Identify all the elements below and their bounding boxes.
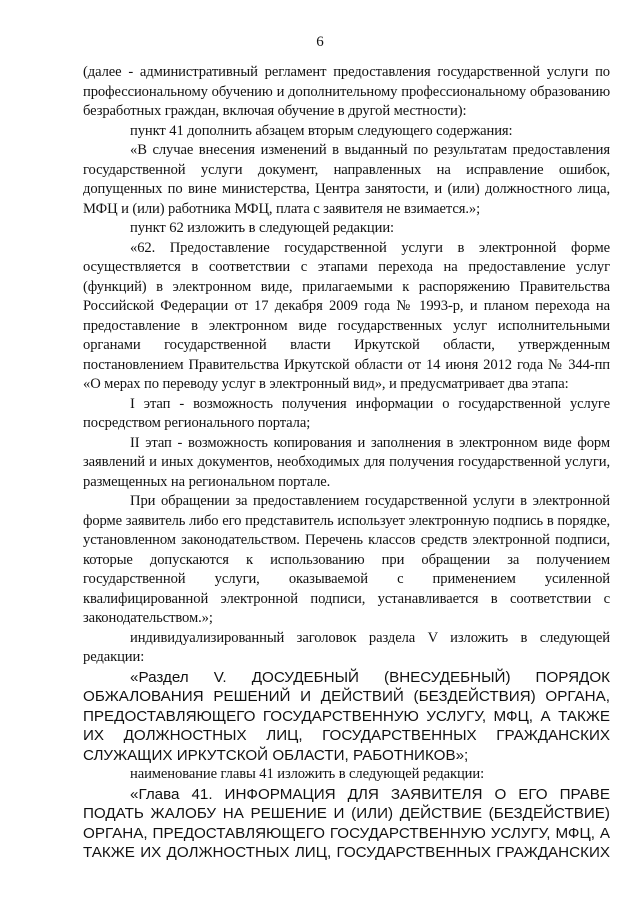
document-body [83, 63, 610, 863]
paragraph-stage-1: I этап - возможность получения информации о государственной услуге посредством регионального портала; [83, 395, 610, 431]
page-number: 6 [316, 34, 324, 50]
paragraph-item-41: пункт 41 дополнить абзацем вторым следующего содержания: [130, 122, 513, 139]
paragraph-electronic-signature: При обращении за предоставлением государственной услуги в электронной форме заявитель либо его представитель использует электронную подпись в порядке, установленном законодательством. Перечень классов средств электронной подписи, которые допускаются к использованию при обращении за получением государственной услуги, оказываемой с применением усиленной квалифицированной электронной подписи, устанавливается в соответствии с законодательством.»; [83, 493, 610, 626]
paragraph-section-v-intro: индивидуализированный заголовок раздела V изложить в следующей редакции: [83, 629, 610, 665]
paragraph-section-v-title: «Раздел V. ДОСУДЕБНЫЙ (ВНЕСУДЕБНЫЙ) ПОРЯДОК ОБЖАЛОВАНИЯ РЕШЕНИЙ И ДЕЙСТВИЙ (БЕЗДЕЙСТВИЯ) ОРГАНА, ПРЕДОСТАВЛЯЮЩЕГО ГОСУДАРСТВЕННУЮ УСЛУГУ, МФЦ, А ТАКЖЕ ИХ ДОЛЖНОСТНЫХ ЛИЦ, ГОСУДАРСТВЕННЫХ ГРАЖДАНСКИХ СЛУЖАЩИХ ИРКУТСКОЙ ОБЛАСТИ, РАБОТНИКОВ»; [83, 668, 610, 764]
paragraph-item-41-text: «В случае внесения изменений в выданный по результатам предоставления государственной услуги документ, направленных на исправление ошибок, допущенных по вине министерства, Центра занятости, и (или) должностного лица, МФЦ и (или) работника МФЦ, плата с заявителя не взимается.»; [83, 142, 610, 217]
paragraph-chapter-41-title: «Глава 41. ИНФОРМАЦИЯ ДЛЯ ЗАЯВИТЕЛЯ О ЕГО ПРАВЕ ПОДАТЬ ЖАЛОБУ НА РЕШЕНИЕ И (ИЛИ) ДЕЙСТВИЕ (БЕЗДЕЙСТВИЕ) ОРГАНА, ПРЕДОСТАВЛЯЮЩЕГО ГОСУДАРСТВЕННУЮ УСЛУГУ, МФЦ, А ТАКЖЕ ИХ ДОЛЖНОСТНЫХ ЛИЦ, ГОСУДАРСТВЕННЫХ ГРАЖДАНСКИХ [83, 785, 610, 861]
paragraph-item-62-text: «62. Предоставление государственной услуги в электронной форме осуществляется в соответствии с этапами перехода на предоставление услуг (функций) в электронном виде, прилагаемыми к распоряжению Правительства Российской Федерации от 17 декабря 2009 года № 1993-р, и планом перехода на предоставление в электронном виде государственных услуг исполнительными органами государственной власти Иркутской области, утвержденным постановлением Правительства Иркутской области от 14 июня 2012 года № 344-пп «О мерах по переводу услуг в электронный вид», и предусматривает два этапа: [83, 239, 610, 392]
paragraph-item-62: пункт 62 изложить в следующей редакции: [130, 220, 394, 236]
paragraph-stage-2: II этап - возможность копирования и заполнения в электронном виде форм заявлений и иных документов, необходимых для получения государственной услуги, размещенных на региональном портале. [83, 434, 610, 490]
paragraph-chapter-41-intro: наименование главы 41 изложить в следующей редакции: [130, 766, 485, 782]
paragraph-continuation: (далее - административный регламент предоставления государственной услуги по профессиональному обучению и дополнительному профессиональному образованию безработных граждан, включая обучение в другой местности): [83, 64, 610, 119]
